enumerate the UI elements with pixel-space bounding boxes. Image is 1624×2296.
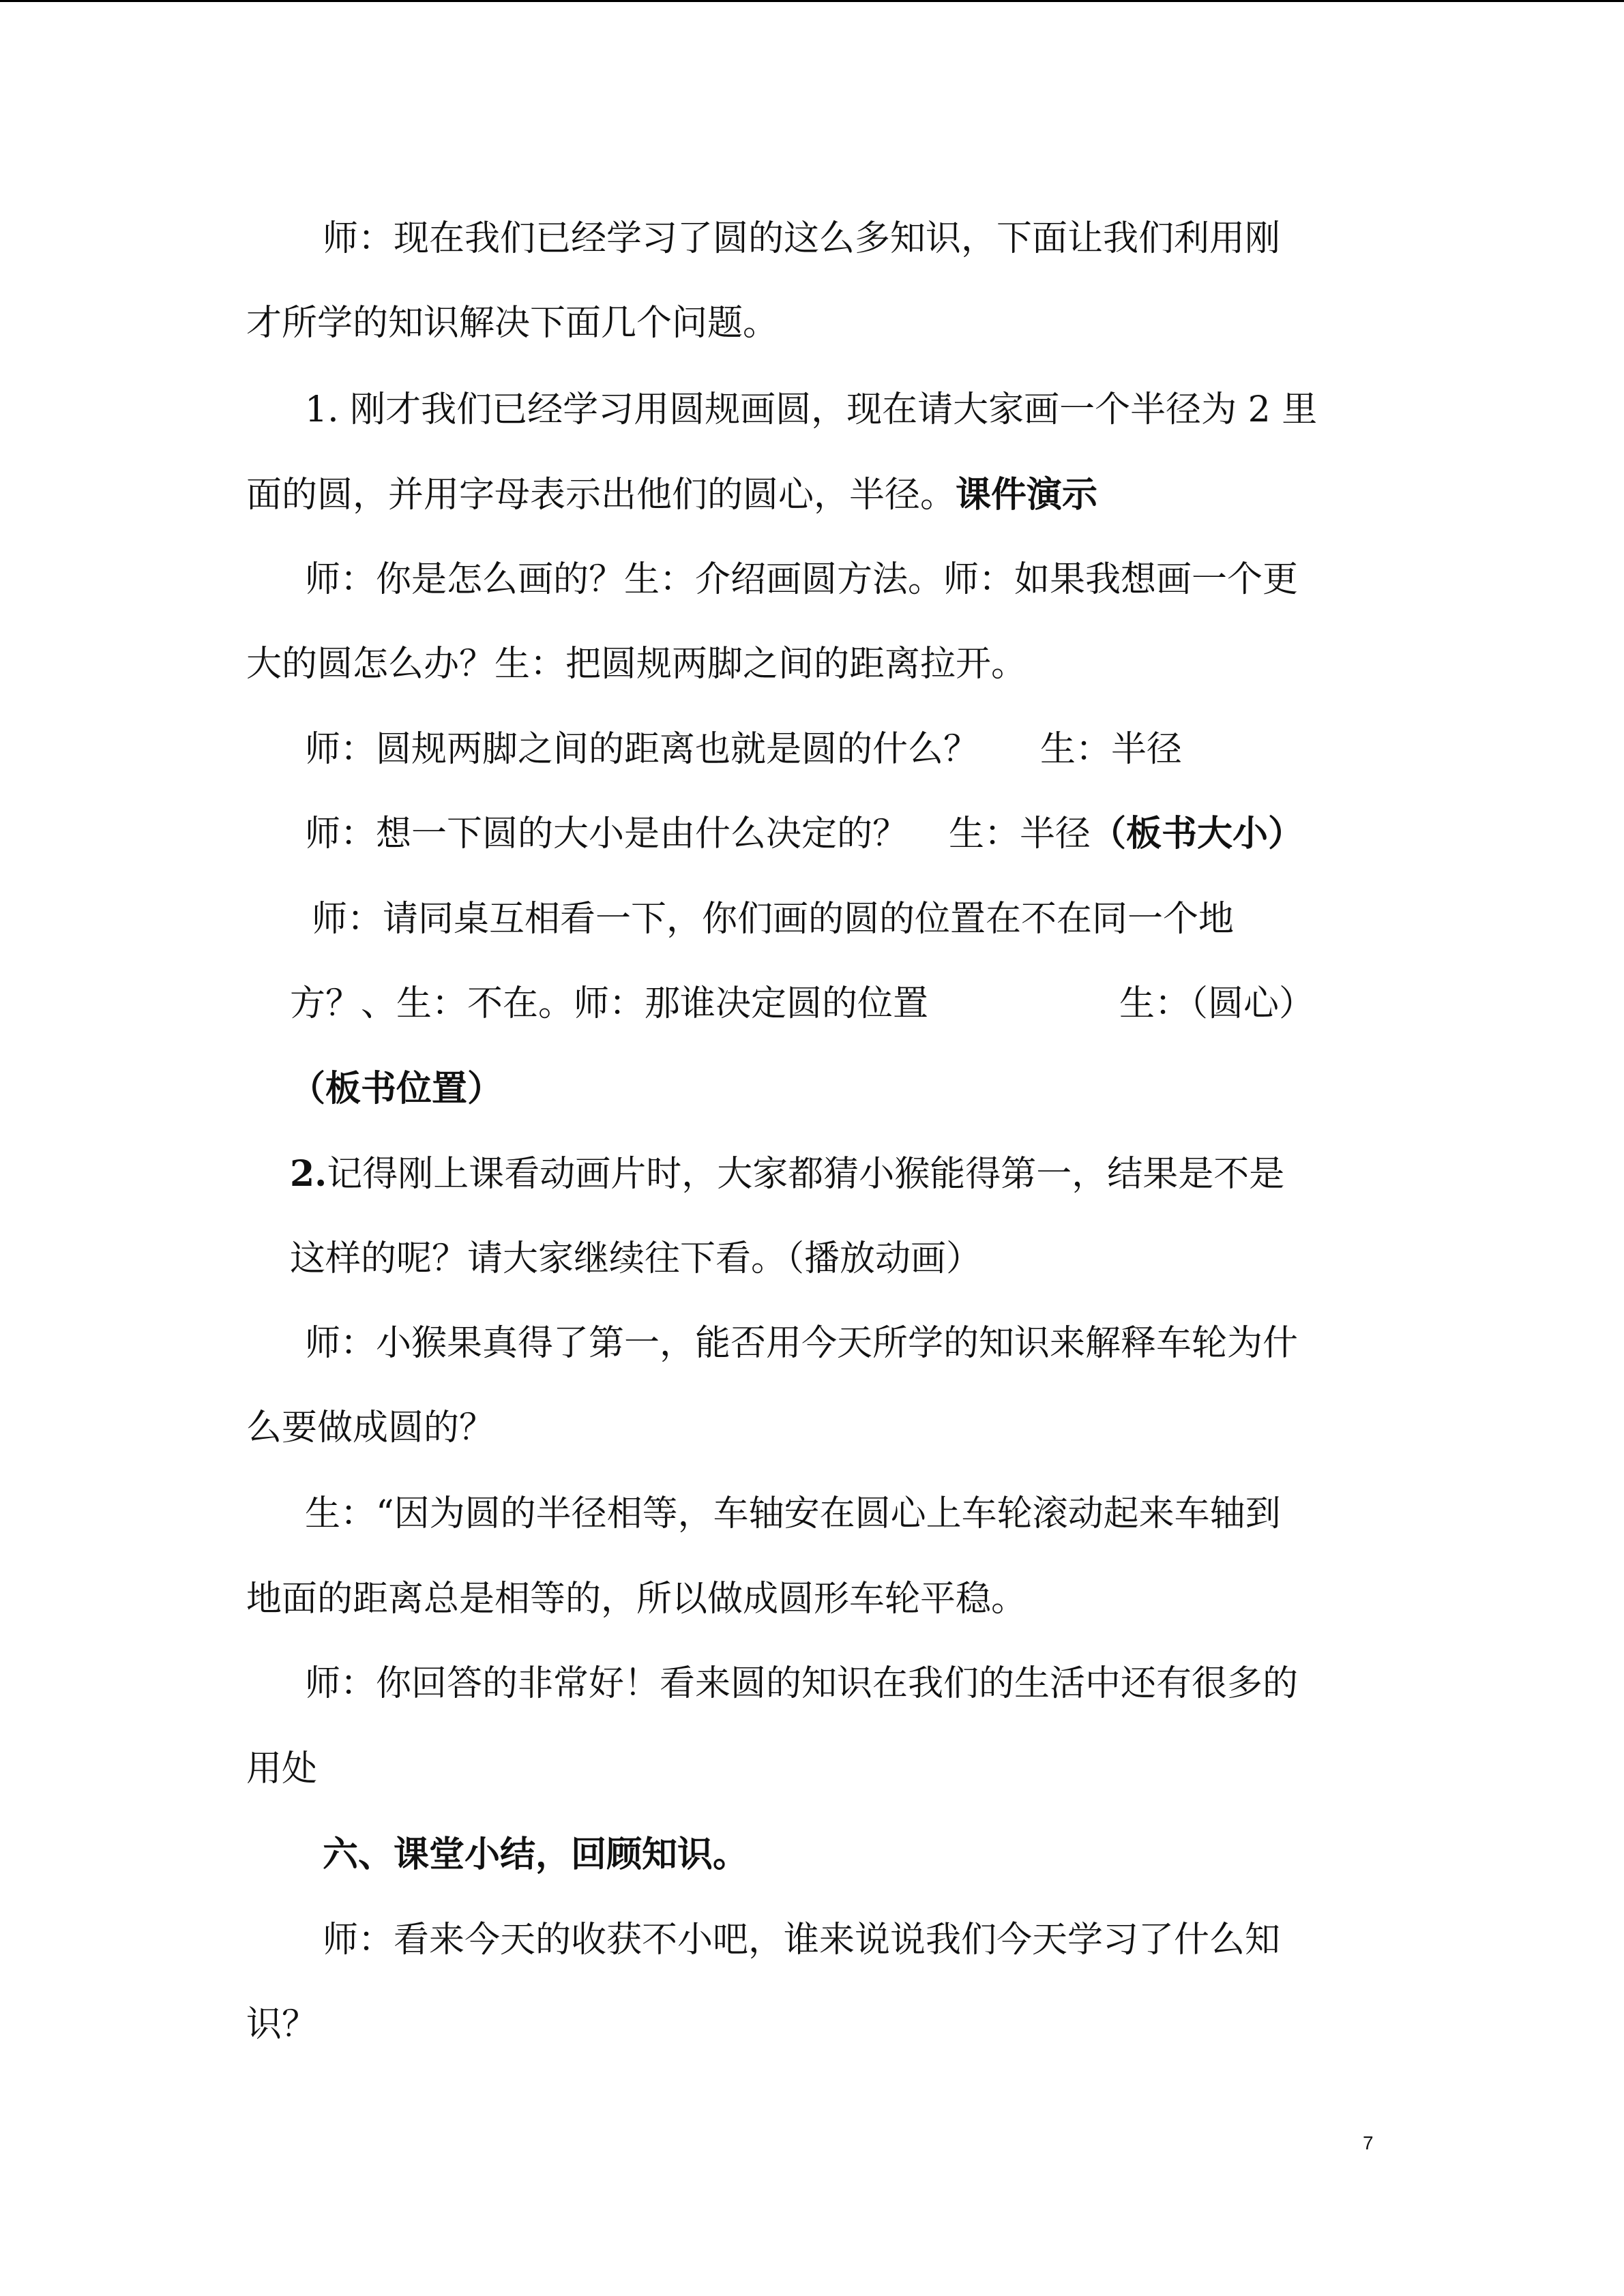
question-2-line-2: 这样的呢？请大家继续往下看。（播放动画） bbox=[290, 1238, 982, 1279]
dialogue-line-1: 师：你是怎么画的？生：介绍画圆方法。师：如果我想画一个更 bbox=[305, 559, 1299, 600]
board-note-position: （板书位置） bbox=[290, 1068, 503, 1109]
dialogue-line-2: 大的圆怎么办？生：把圆规两脚之间的距离拉开。 bbox=[246, 644, 1027, 685]
dialogue-line-5: 师：请同桌互相看一下，你们画的圆的位置在不在同一个地 bbox=[312, 899, 1235, 940]
dialogue-line-10: 地面的距离总是相等的，所以做成圆形车轮平稳。 bbox=[246, 1579, 1027, 1620]
dialogue-line-12: 用处 bbox=[246, 1748, 318, 1789]
page-number: 7 bbox=[1363, 2132, 1374, 2153]
document-body bbox=[242, 0, 1381, 2296]
dialogue-line-3: 师：圆规两脚之间的距离也就是圆的什么？ 生：半径 bbox=[305, 729, 1183, 770]
paragraph-line-1: 师：现在我们已经学习了圆的这么多知识，下面让我们利用刚 bbox=[323, 218, 1281, 259]
dialogue-line-13: 师：看来今天的收获不小吧，谁来说说我们今天学习了什么知 bbox=[323, 1920, 1281, 1960]
question-1-line-1: 1. 刚才我们已经学习用圆规画圆，现在请大家画一个半径为 2 里 bbox=[305, 389, 1318, 430]
section-heading-summary: 六、课堂小结，回顾知识。 bbox=[323, 1834, 749, 1875]
dialogue-line-8: 么要做成圆的？ bbox=[246, 1407, 495, 1448]
dialogue-line-14: 识？ bbox=[246, 2004, 318, 2045]
dialogue-line-4: 师：想一下圆的大小是由什么决定的？ 生：半径（板书大小） bbox=[305, 813, 1304, 854]
question-2-line-1: 2.记得刚上课看动画片时，大家都猜小猴能得第一，结果是不是 bbox=[290, 1153, 1285, 1195]
dialogue-line-9: 生：“因为圆的半径相等，车轴安在圆心上车轮滚动起来车轴到 bbox=[305, 1493, 1281, 1534]
dialogue-line-7: 师：小猴果真得了第一，能否用今天所学的知识来解释车轮为什 bbox=[305, 1323, 1299, 1364]
courseware-demo-label: 课件演示 bbox=[956, 474, 1098, 516]
paragraph-line-2: 才所学的知识解决下面几个问题。 bbox=[246, 303, 779, 344]
question-1-line-2: 面的圆，并用字母表示出他们的圆心，半径。课件演示 bbox=[246, 474, 1098, 516]
board-note-size: （板书大小） bbox=[1091, 813, 1304, 854]
dialogue-line-6: 方？、生：不在。师：那谁决定圆的位置 生：（圆心） bbox=[290, 983, 1315, 1024]
dialogue-line-11: 师：你回答的非常好！看来圆的知识在我们的生活中还有很多的 bbox=[305, 1663, 1299, 1704]
